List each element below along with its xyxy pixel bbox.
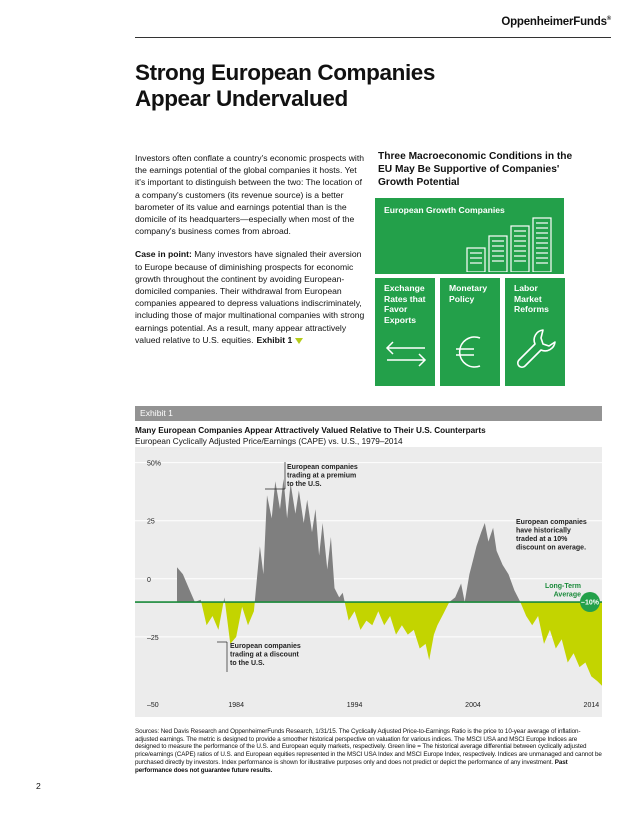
page-number: 2 [36, 781, 41, 791]
average-label: Long-Term Average [544, 583, 581, 599]
body-text [135, 152, 367, 357]
body-paragraph-2: Case in point: Many investors have signaled their aversion to Europe because of diminishing prospects for economic growth throughout the continent by avoiding European-domiciled companies. Their withdrawal from European companies appeared to depress valuations indiscriminately, including those of major multinational companies with strong earnings potential. As a result, many appear attractively valued relative to U.S. equities. Exhibit 1 [135, 249, 365, 345]
monetary-policy-box [440, 278, 500, 386]
disclaimer: Past performance does not guarantee future results. [135, 758, 568, 774]
title-line-1: Strong European Companies [135, 60, 436, 85]
annotation-premium: European companies trading at a premium to the U.S. [287, 464, 358, 488]
x-tick-label: 2014 [583, 702, 600, 709]
body-paragraph-1: Investors often conflate a country's economic prospects with the earnings potential of the global companies it hosts. Yet it's important to distinguish between the two: The location of a company's customers (its revenue source) is a better barometer of its value and earnings potential than is the domicile of its headquarters—especially when most of the company's business comes from abroad. [135, 153, 365, 237]
exhibit-link[interactable]: Exhibit 1 [256, 334, 293, 345]
chart-title: Many European Companies Appear Attractively Valued Relative to Their U.S. Counterparts [135, 426, 486, 435]
down-triangle-icon [295, 338, 303, 344]
sources-note: Sources: Ned Davis Research and OppenheimerFunds Research, 1/31/15. The Cyclically Adjusted Price-to-Earnings Ratio is the price to 10-year average of inflation-adjusted earnings. The metric is designed to provide a smoother historical perspective on valuation for various indices. The MSCI USA and MSCI Europe Indices are designed to measure the performance of the U.S. and European equity markets, respectively. Green line = The historical average differential between cyclically adjusted price/earnings (CAPE) ratios of U.S. and European equities represented in the MSCI USA Index and MSCI Europe Index, respectively. Indices are unmanaged and cannot be purchased directly by investors. Index performance is shown for illustrative purposes only and does not predict or depict the performance of any investment. Past performance does not guarantee future results. [135, 728, 602, 774]
labor-market-box [505, 278, 565, 386]
exhibit-bar [135, 406, 602, 421]
labor-market-label: Labor Market Reforms [514, 283, 549, 314]
chart-background [135, 447, 602, 717]
y-tick-label: 0 [147, 576, 151, 584]
exchange-arrows-icon [383, 338, 429, 368]
exchange-rates-label: Exchange Rates that Favor Exports [384, 283, 426, 325]
header-rule [135, 37, 611, 38]
growth-label: European Growth Companies [384, 205, 505, 215]
average-badge-label: –10% [581, 599, 599, 607]
y-tick-label: –25 [147, 634, 159, 642]
buildings-icon [465, 216, 555, 272]
annotation-discount: European companies trading at a discount to the U.S. [230, 643, 301, 667]
sidebar-title: Three Macroeconomic Conditions in the EU May Be Supportive of Companies' Growth Potential [378, 151, 573, 188]
y-tick-label: 25 [147, 518, 155, 526]
euro-icon [448, 330, 492, 374]
page-title [135, 60, 555, 112]
x-tick-label: 2004 [465, 702, 481, 709]
x-tick-label: 1994 [346, 702, 363, 709]
growth-companies-panel [375, 198, 564, 274]
chart-subtitle: European Cyclically Adjusted Price/Earnings (CAPE) vs. U.S., 1979–2014 [135, 437, 403, 446]
brand-logo: OppenheimerFunds® [501, 16, 611, 28]
monetary-policy-label: Monetary Policy [449, 283, 488, 304]
case-in-point-lead: Case in point: [135, 249, 192, 260]
wrench-icon [513, 326, 559, 374]
cape-chart [135, 447, 602, 717]
x-tick-label: 1984 [228, 702, 244, 709]
title-line-2: Appear Undervalued [135, 86, 348, 111]
exchange-rates-box [375, 278, 435, 386]
exhibit-label: Exhibit 1 [140, 408, 173, 418]
y-tick-label: –50 [147, 702, 159, 709]
y-tick-label: 50% [147, 460, 162, 468]
annotation-historic: European companies have historically traded at a 10% discount on average. [516, 519, 587, 552]
